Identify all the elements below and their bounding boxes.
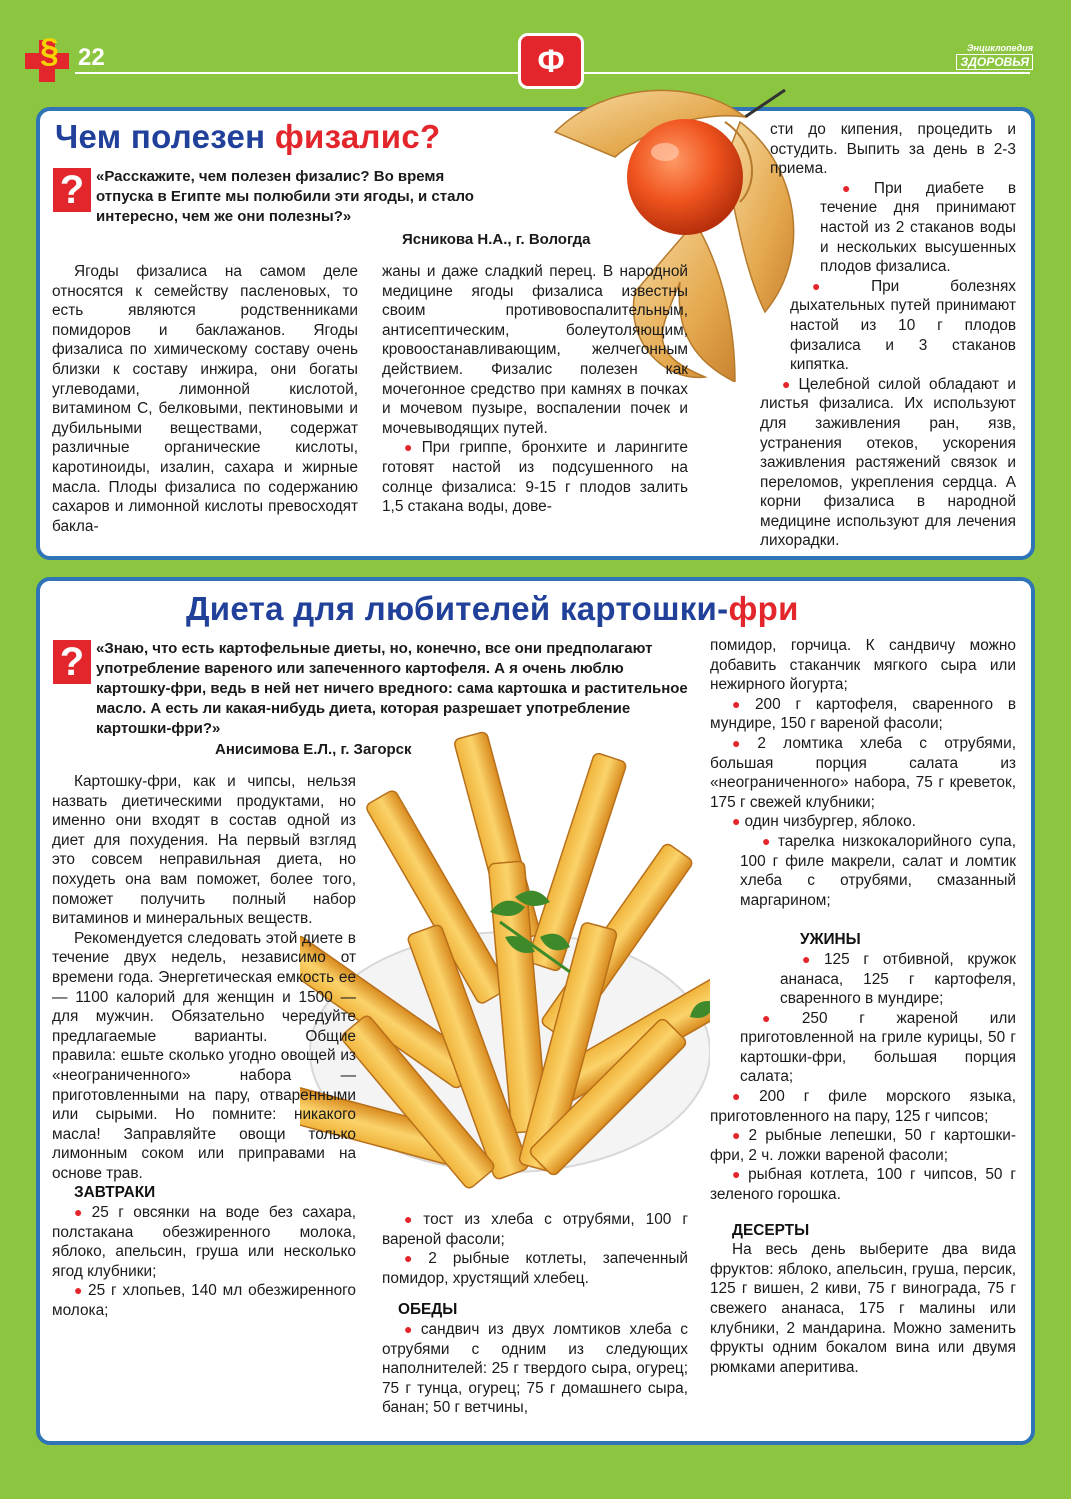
bullet-dot-icon: ● (404, 439, 418, 456)
bullet-dot-icon: ● (732, 1166, 745, 1183)
paragraph: Рекомендуется следовать этой диете в течение двух недель, независимо от времени года. Энергетическая емкость ее — 1100 калорий для женщин и 1500 — для мужчин. Обязательно чередуйте предлагаемые варианты. Общие правила: ешьте сколько угодно овощей из «неограниченного» набора — приготовленными на пару, отваренными или сырыми. Но помните: никакого масла! Заправляйте овощи только лимонным соком или приправами на основе трав. (52, 929, 356, 1182)
title-highlight: фри (728, 590, 799, 627)
caduceus-icon: § (40, 32, 59, 70)
bullet-dot-icon: ● (732, 1088, 756, 1105)
magazine-masthead (956, 44, 1033, 70)
menu-item: тарелка низкокалорийного супа, 100 г филе макрели, салат и ломтик хлеба с отрубями, смазанный маргарином; (740, 832, 1016, 909)
masthead-line2: ЗДОРОВЬЯ (956, 54, 1033, 70)
bullet-dot-icon: ● (404, 1320, 417, 1337)
paragraph: помидор, горчица. К сандвичу можно добавить стаканчик мягкого сыра или нежирного йогурта; (710, 637, 1016, 694)
title-highlight: физалис? (274, 118, 441, 155)
bullet-dot-icon: ● (732, 734, 754, 751)
bullet-dot-icon: ● (732, 1127, 745, 1144)
menu-item: 250 г жареной или приготовленной на гриле курицы, 50 г картошки-фри, большая порция салата; (740, 1009, 1016, 1086)
menu-item: один чизбургер, яблоко. (744, 813, 916, 831)
paragraph: сти до кипения, процедить и остудить. Выпить за день в 2-3 приема. (770, 121, 1016, 178)
menu-item: 125 г отбивной, кружок ананаса, 125 г картофеля, сваренного в мундире; (780, 950, 1016, 1008)
article-fries-title (186, 590, 799, 628)
title-text: Диета для любителей картошки- (186, 590, 729, 627)
paragraph: При болезнях дыхательных путей принимают настой из 10 г плодов физалиса и 3 стаканов кипятка. (790, 277, 1016, 374)
question-author: Ясникова Н.А., г. Вологда (402, 231, 591, 248)
menu-item: рыбная котлета, 100 г чипсов, 50 г зеленого горошка. (710, 1166, 1016, 1204)
dessert-heading: ДЕСЕРТЫ (732, 1221, 810, 1239)
fries-column-2 (382, 1210, 688, 1418)
article-physalis-title (55, 118, 441, 156)
bullet-dot-icon: ● (762, 832, 774, 849)
physalis-column-1 (52, 262, 358, 536)
paragraph: При гриппе, бронхите и ларингите готовят настой из подсушенного на солнце физалиса: 9-15 г плодов залить 1,5 стакана воды, дове- (382, 439, 688, 516)
menu-item: 2 ломтика хлеба с отрубями, большая порция салата из «неограниченного» набора, 75 г креветок, 175 г свежей клубники; (710, 734, 1016, 811)
breakfast-heading: ЗАВТРАКИ (74, 1184, 156, 1202)
magazine-logo-cross (25, 32, 69, 82)
physalis-column-3 (710, 120, 1016, 551)
menu-item: тост из хлеба с отрубями, 100 г вареной фасоли; (382, 1211, 688, 1248)
bullet-dot-icon: ● (74, 1204, 88, 1221)
menu-item: 25 г хлопьев, 140 мл обезжиренного молока; (52, 1282, 356, 1320)
lunch-heading: ОБЕДЫ (398, 1301, 458, 1319)
menu-item: 2 рыбные лепешки, 50 г картошки-фри, 2 ч. ложки вареной фасоли; (710, 1127, 1016, 1164)
physalis-column-2 (382, 262, 688, 517)
section-letter-badge: Ф (518, 33, 584, 89)
menu-item: 200 г картофеля, сваренного в мундире, 150 г вареной фасоли; (710, 695, 1016, 733)
bullet-dot-icon: ● (404, 1250, 425, 1267)
bullet-dot-icon: ● (812, 277, 868, 294)
question-mark-icon: ? (53, 168, 91, 212)
bullet-dot-icon: ● (762, 1009, 798, 1026)
bullet-dot-icon: ● (842, 179, 870, 196)
reader-question: «Расскажите, чем полезен физалис? Во время отпуска в Египте мы полюбили эти ягоды, и стало интересно, чем же они полезны?» (96, 168, 474, 225)
menu-item: сандвич из двух ломтиков хлеба с отрубями с одним из следующих наполнителей: 25 г твердого сыра, огурец; 75 г тунца, огурец; 75 г домашнего сыра, банан; 50 г ветчины, (382, 1320, 688, 1417)
paragraph: Картошку-фри, как и чипсы, нельзя назвать диетическими продуктами, но именно они входят в состав одной из диет для похудения. На первый взгляд это совсем неправильная диета, но похудеть она вам поможет, более того, поможет получить полный набор витаминов и минеральных веществ. (52, 773, 356, 928)
dinner-heading: УЖИНЫ (800, 931, 861, 949)
bullet-dot-icon: ● (404, 1211, 420, 1227)
paragraph: жаны и даже сладкий перец. В народной медицине ягоды физалиса известны своим противовоспалительным, антисептическим, болеутоляющим, кровоостанавливающим, желчегонным действием. Физалис полезен как мочегонное средство при камнях в почках и мочевом пузыре, воспалении почек и мочевыводящих путей. (382, 263, 688, 437)
paragraph: Ягоды физалиса на самом деле относятся к семейству пасленовых, то есть являются родственниками помидоров и баклажанов. Ягоды физалиса по химическому составу очень близки к составу инжира, они богаты углеводами, лимонной кислотой, витамином С, белковыми, пектиновыми и дубильными веществами, содержат различные органические кислоты, каротиноиды, изалин, сахара и жирные масла. Плоды физалиса по содержанию сахаров и лимонной кислоты превосходят бакла- (52, 263, 358, 535)
menu-item: 2 рыбные котлеты, запеченный помидор, хрустящий хлебец. (382, 1250, 688, 1287)
bullet-dot-icon: ● (732, 813, 741, 830)
fries-column-3 (710, 636, 1016, 1377)
reader-question: «Знаю, что есть картофельные диеты, но, конечно, все они предполагают употребление вареного или запеченного картофеля. А я очень люблю картошку-фри, ведь в ней нет ничего вредного: сама картошка и растительное масло. А есть ли какая-нибудь диета, которая разрешает употребление картошки-фри?» (96, 640, 688, 737)
title-text: Чем полезен (55, 118, 275, 155)
bullet-dot-icon: ● (782, 375, 795, 392)
question-mark-icon: ? (53, 640, 91, 684)
french-fries-image (300, 722, 710, 1212)
bullet-dot-icon: ● (74, 1282, 85, 1299)
bullet-dot-icon: ● (732, 695, 751, 712)
page-number: 22 (78, 44, 105, 71)
fries-column-1 (52, 772, 356, 1321)
menu-item: На весь день выберите два вида фруктов: яблоко, апельсин, груша, персик, 125 г вишен, 2 киви, 75 г винограда, 75 г свежего ананаса, 175 г малины или клубники, 2 мандарина. Можно заменить фрукты одним бокалом вина или двумя рюмками аперитива. (710, 1241, 1016, 1376)
question-author: Анисимова Е.Л., г. Загорск (215, 741, 412, 758)
paragraph: При диабете в течение дня принимают настой из 2 стаканов воды и нескольких высушенных плодов физалиса. (820, 179, 1016, 276)
menu-item: 200 г филе морского языка, приготовленного на пару, 125 г чипсов; (710, 1088, 1016, 1125)
paragraph: Целебной силой обладают и листья физалиса. Их используют для заживления ран, язв, устранения отеков, ускорения заживления растяжений связок и переломов, укрепления сердца. А корни физалиса в народной медицине используют для лечения лихорадки. (760, 375, 1016, 550)
bullet-dot-icon: ● (802, 950, 820, 967)
menu-item: 25 г овсянки на воде без сахара, полстакана обезжиренного молока, яблоко, апельсин, груша или несколько ягод клубники; (52, 1204, 356, 1280)
masthead-line1: Энциклопедия (967, 43, 1033, 53)
